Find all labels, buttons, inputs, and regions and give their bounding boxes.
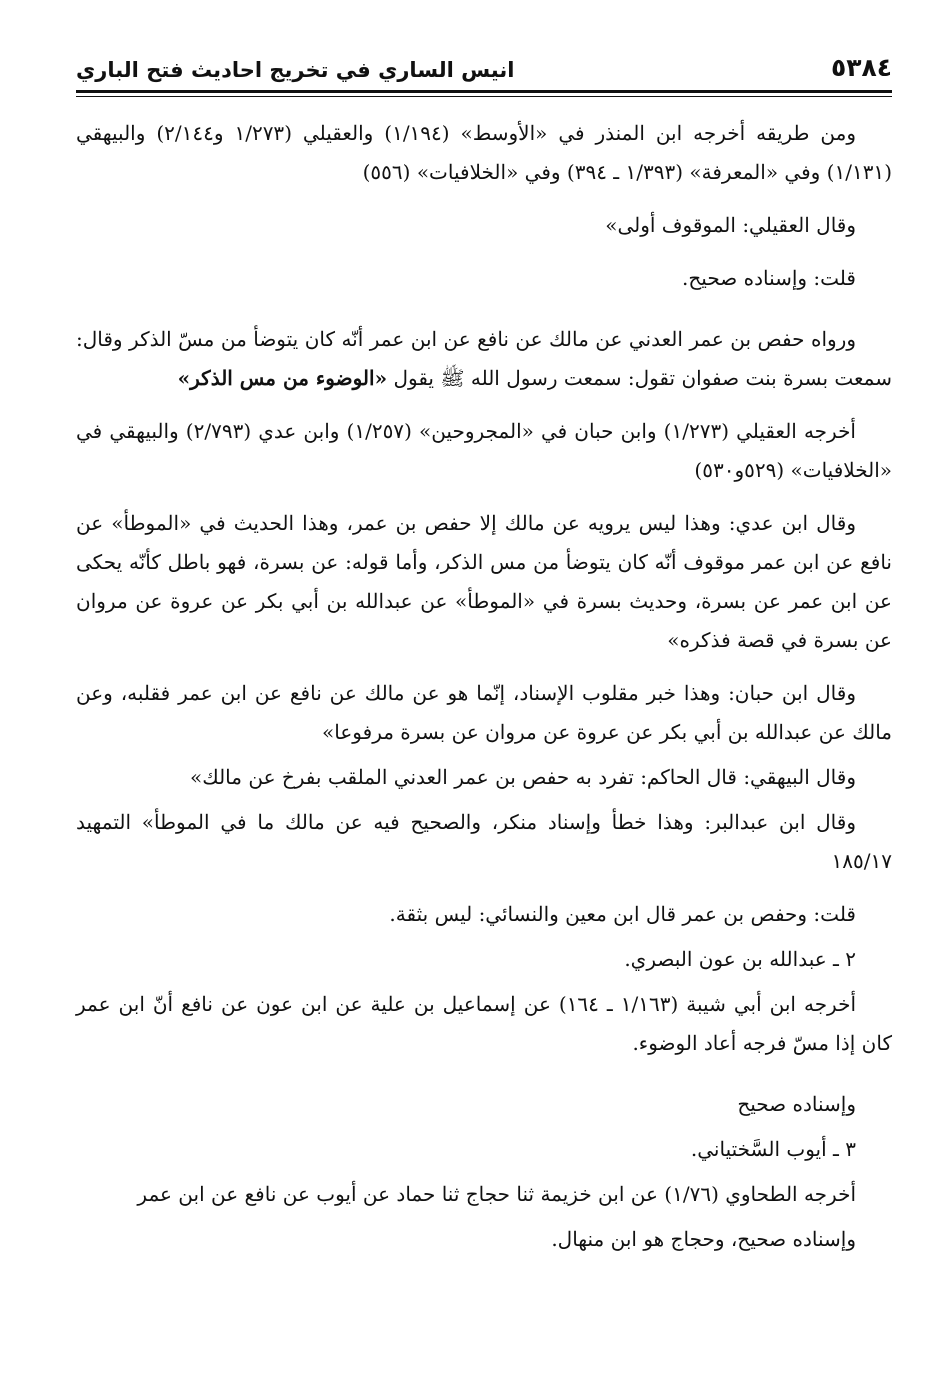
paragraph-uqayli-quote: وقال العقيلي: الموقوف أولى» xyxy=(605,213,856,237)
page-header xyxy=(76,50,892,90)
page-body xyxy=(76,114,892,1273)
paragraph-hafs-riwaya xyxy=(76,320,892,398)
hafs-riwaya-text: ورواه حفص بن عمر العدني عن مالك عن نافع عن ابن عمر أنّه كان يتوضأ من مسّ الذكر وقال: سمعت بسرة بنت صفوان تقول: سمعت رسول الله ﷺ يقول «الوضوء من مس الذكر» xyxy=(76,327,892,390)
paragraph-ibn-adi: وقال ابن عدي: وهذا ليس يرويه عن مالك إلا حفص بن عمر، وهذا الحديث في «الموطأ» عن نافع عن ابن عمر موقوف أنّه كان يتوضأ من مس الذكر، وأما قوله: عن بسرة، فهو باطل كأنّه يحكى عن ابن عمر عن بسرة، وحديث بسرة في «الموطأ» عن عبدالله بن أبي بكر عن عروة عن مروان عن بسرة في قصة فذكره» xyxy=(76,511,892,652)
heading-ibn-awn: ٢ ـ عبدالله بن عون البصري. xyxy=(624,947,856,971)
document-page xyxy=(76,50,892,1360)
paragraph-ibn-abi-shayba: أخرجه ابن أبي شيبة (١/١٦٣ ـ ١٦٤) عن إسماعيل بن علية عن ابن عون عن نافع أنّ ابن عمر كان إذا مسّ فرجه أعاد الوضوء. xyxy=(76,992,892,1055)
hadith-bold-phrase: «الوضوء من مس الذكر» xyxy=(177,366,388,390)
paragraph-hafs-jarh: قلت: وحفص بن عمر قال ابن معين والنسائي: ليس بثقة. xyxy=(389,902,856,926)
running-title: انيس الساري في تخريج احاديث فتح الباري xyxy=(76,58,515,82)
header-rule-thin xyxy=(76,96,892,97)
paragraph-takhrij-hibban: أخرجه العقيلي (١/٢٧٣) وابن حبان في «المجروحين» (١/٢٥٧) وابن عدي (٢/٧٩٣) والبيهقي في «الخلافيات» (٥٢٩و٥٣٠) xyxy=(76,419,892,482)
page-number: ٥٣٨٤ xyxy=(830,53,892,82)
header-rule-thick xyxy=(76,90,892,93)
paragraph-tahawi: أخرجه الطحاوي (١/٧٦) عن ابن خزيمة ثنا حجاج ثنا حماد عن أيوب عن نافع عن ابن عمر xyxy=(137,1182,856,1206)
paragraph-isnad-sahih-2: وإسناده صحيح xyxy=(737,1092,856,1116)
paragraph-hajjaj: وإسناده صحيح، وحجاج هو ابن منهال. xyxy=(551,1227,856,1251)
heading-ayyub: ٣ ـ أيوب السَّختياني. xyxy=(690,1137,856,1161)
paragraph-bayhaqi: وقال البيهقي: قال الحاكم: تفرد به حفص بن عمر العدني الملقب بفرخ عن مالك» xyxy=(190,765,856,789)
paragraph-isnad-sahih: قلت: وإسناده صحيح. xyxy=(682,266,856,290)
paragraph-takhrij-uqayli: ومن طريقه أخرجه ابن المنذر في «الأوسط» (١/١٩٤) والعقيلي (١/٢٧٣ و٢/١٤٤) والبيهقي (١/١٣١) وفي «المعرفة» (١/٣٩٣ ـ ٣٩٤) وفي «الخلافيات» (٥٥٦) xyxy=(76,121,892,184)
paragraph-ibn-hibban: وقال ابن حبان: وهذا خبر مقلوب الإسناد، إنّما هو عن مالك عن نافع عن ابن عمر فقلبه، وعن مالك عن عبدالله بن أبي بكر عن عروة عن مروان عن بسرة مرفوعا» xyxy=(76,681,892,744)
paragraph-ibn-abdulbarr: وقال ابن عبدالبر: وهذا خطأ وإسناد منكر، والصحيح فيه عن مالك ما في الموطأ» التمهيد ١٨٥/١٧ xyxy=(76,810,892,873)
